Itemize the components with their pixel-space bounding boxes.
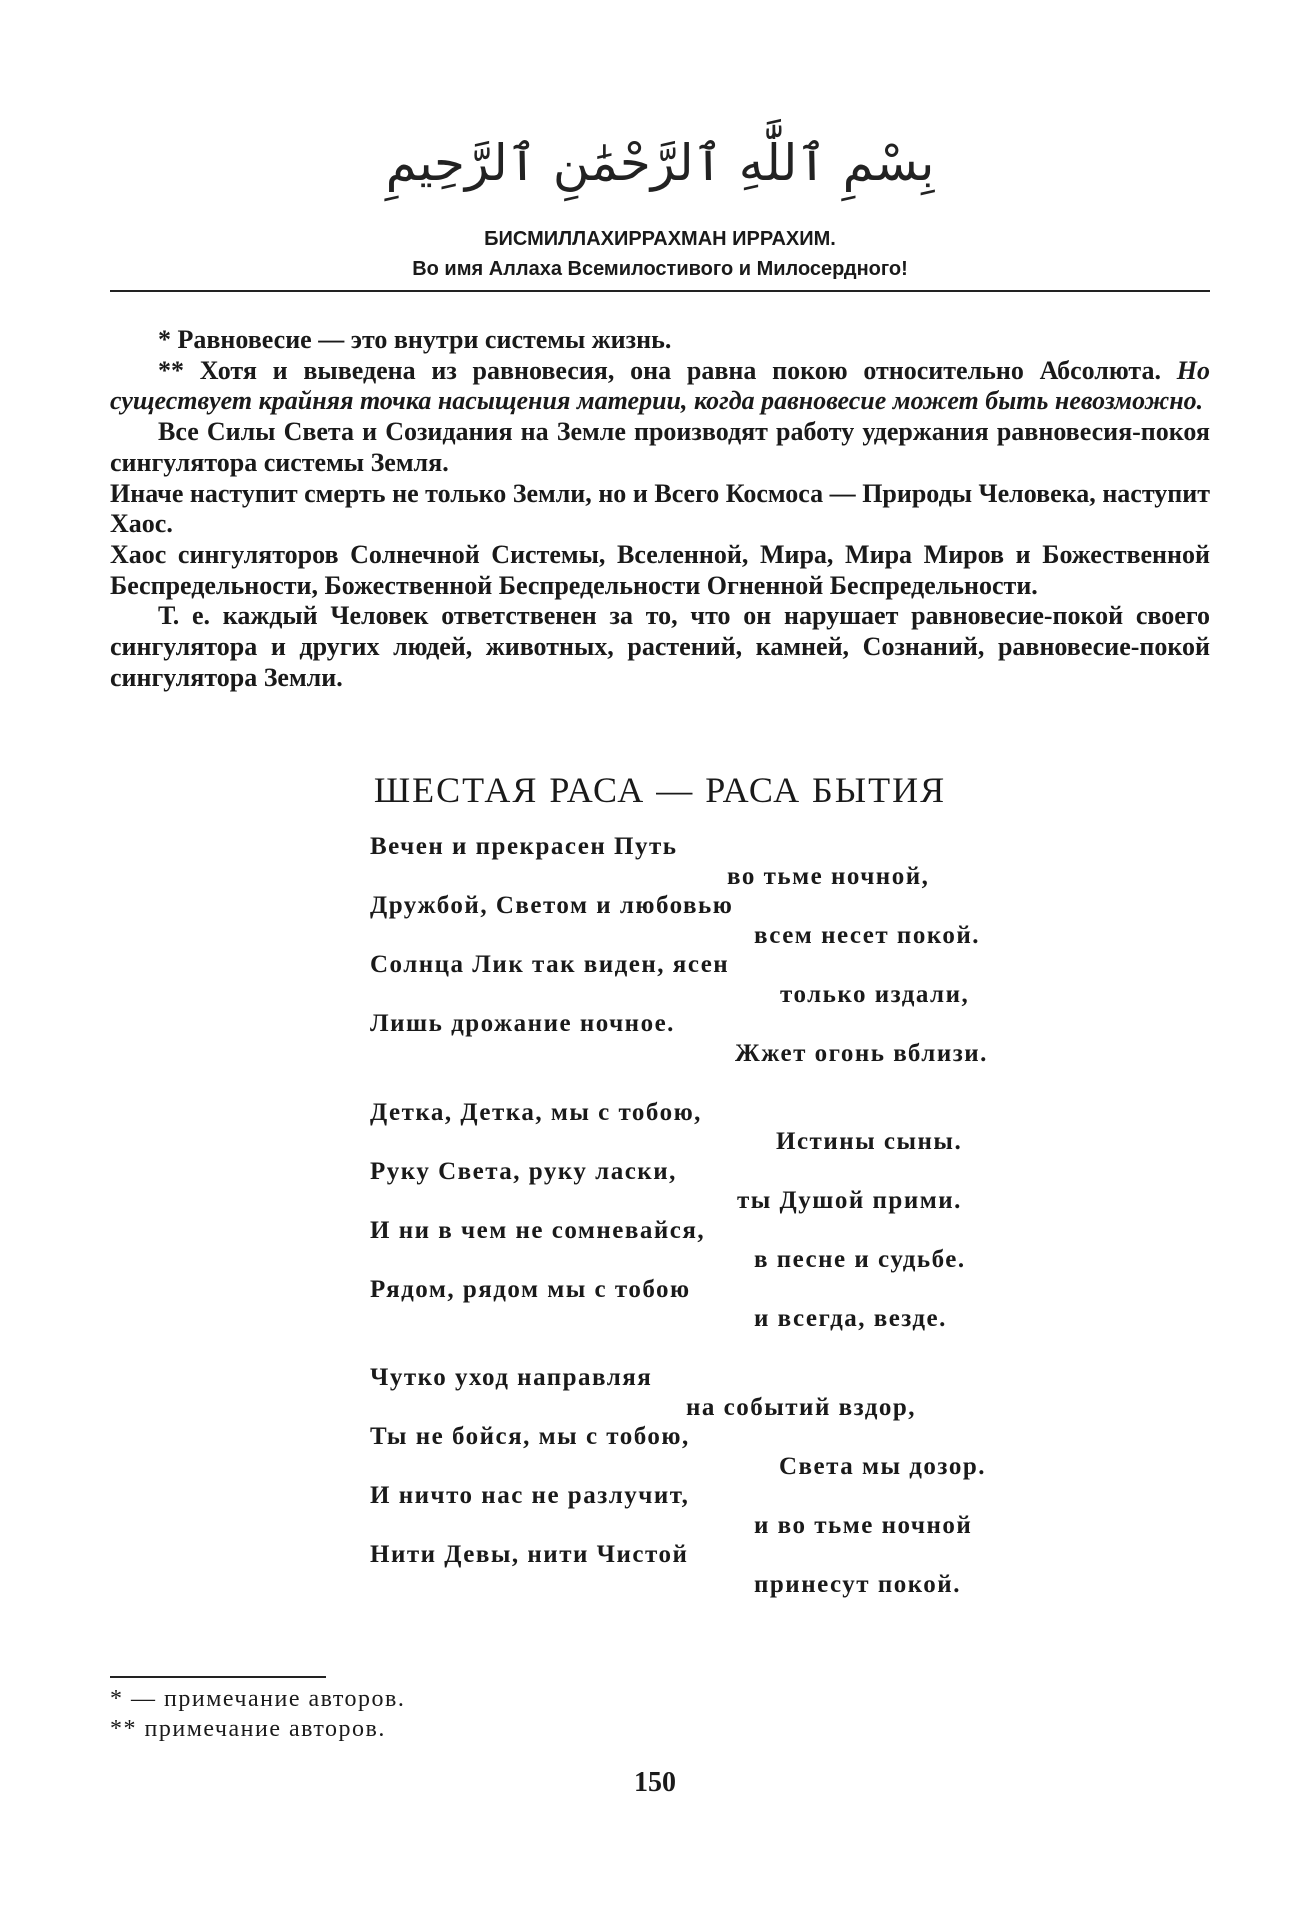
poem-line: только издали, bbox=[780, 980, 970, 1008]
poem-line: Руку Света, руку ласки, bbox=[370, 1157, 677, 1185]
poem-line: Чутко уход направляя bbox=[370, 1364, 653, 1391]
poem-line: Дружбой, Светом и любовью bbox=[370, 892, 734, 919]
footnotes bbox=[110, 1684, 405, 1744]
poem-line: и всегда, везде. bbox=[754, 1305, 947, 1332]
paragraph-5: Хаос сингуляторов Солнечной Системы, Вселенной, Мира, Мира Миров и Божественной Беспредельности, Божественной Беспредельности Огненной Беспредельности. bbox=[110, 539, 1210, 600]
poem-line: И ни в чем не сомневайся, bbox=[370, 1216, 706, 1244]
poem-line: Солнца Лик так виден, ясен bbox=[370, 951, 730, 978]
poem-line: всем несет покой. bbox=[754, 921, 981, 949]
bismillah-transliteration: БИСМИЛЛАХИРРАХМАН ИРРАХИМ. bbox=[484, 228, 836, 250]
poem-stanza-2 bbox=[370, 1098, 1090, 1334]
paragraph-2-lead: ** Хотя и выведена из равновесия, она равна покою относительно Абсолюта. bbox=[158, 355, 1177, 385]
paragraph-2-italic: Но существует крайняя точка насыщения материи, когда равновесие может быть невозможно. bbox=[110, 355, 1210, 416]
paragraph-2 bbox=[110, 356, 1210, 417]
poem-line: в песне и судьбе. bbox=[754, 1246, 966, 1273]
footnote-1: * — примечание авторов. bbox=[110, 1686, 406, 1712]
footnote-2: ** примечание авторов. bbox=[110, 1716, 386, 1742]
chapter-title: ШЕСТАЯ РАСА — РАСА БЫТИЯ bbox=[373, 770, 947, 810]
page-header bbox=[110, 118, 1210, 284]
poem-line: Вечен и прекрасен Путь bbox=[370, 833, 678, 860]
poem-line: Ты не бойся, мы с тобою, bbox=[370, 1423, 690, 1450]
poem bbox=[370, 832, 1090, 1629]
poem-line: Нити Девы, нити Чистой bbox=[370, 1541, 689, 1568]
body-text bbox=[110, 325, 1210, 693]
poem-line: принесут покой. bbox=[754, 1570, 961, 1598]
poem-line: Лишь дрожание ночное. bbox=[370, 1010, 675, 1037]
poem-line: во тьме ночной, bbox=[727, 862, 930, 890]
bismillah-calligraphy: بِسْمِ ٱللَّٰهِ ٱلرَّحْمَٰنِ ٱلرَّحِيمِ bbox=[385, 134, 935, 192]
poem-line: Детка, Детка, мы с тобою, bbox=[370, 1098, 702, 1126]
poem-line: на событий вздор, bbox=[686, 1393, 917, 1421]
poem-line: Рядом, рядом мы с тобою bbox=[370, 1275, 691, 1303]
poem-stanza-3 bbox=[370, 1363, 1090, 1599]
poem-line: Жжет огонь вблизи. bbox=[735, 1039, 988, 1067]
paragraph-6: Т. е. каждый Человек ответственен за то, что он нарушает равновесие-покой своего сингулятора и других людей, животных, растений, камней, Сознаний, равновесие-покой сингулятора Земли. bbox=[110, 601, 1210, 692]
poem-stanza-1 bbox=[370, 832, 1090, 1068]
poem-line: И ничто нас не разлучит, bbox=[370, 1482, 690, 1509]
paragraph-3: Все Силы Света и Созидания на Земле производят работу удержания равновесия-покоя сингулятора системы Земля. bbox=[110, 417, 1210, 477]
bismillah-translation: Во имя Аллаха Всемилостивого и Милосердного! bbox=[412, 258, 908, 280]
poem-line: и во тьме ночной bbox=[754, 1511, 973, 1539]
footnote-divider bbox=[110, 1676, 326, 1678]
paragraph-1: * Равновесие — это внутри системы жизнь. bbox=[158, 325, 672, 354]
header-divider bbox=[110, 290, 1210, 292]
page-number: 150 bbox=[634, 1767, 676, 1798]
poem-line: ты Душой прими. bbox=[737, 1187, 962, 1214]
poem-line: Света мы дозор. bbox=[779, 1452, 986, 1480]
paragraph-4: Иначе наступит смерть не только Земли, но и Всего Космоса — Природы Человека, наступит Хаос. bbox=[110, 478, 1210, 539]
poem-line: Истины сыны. bbox=[776, 1128, 963, 1155]
